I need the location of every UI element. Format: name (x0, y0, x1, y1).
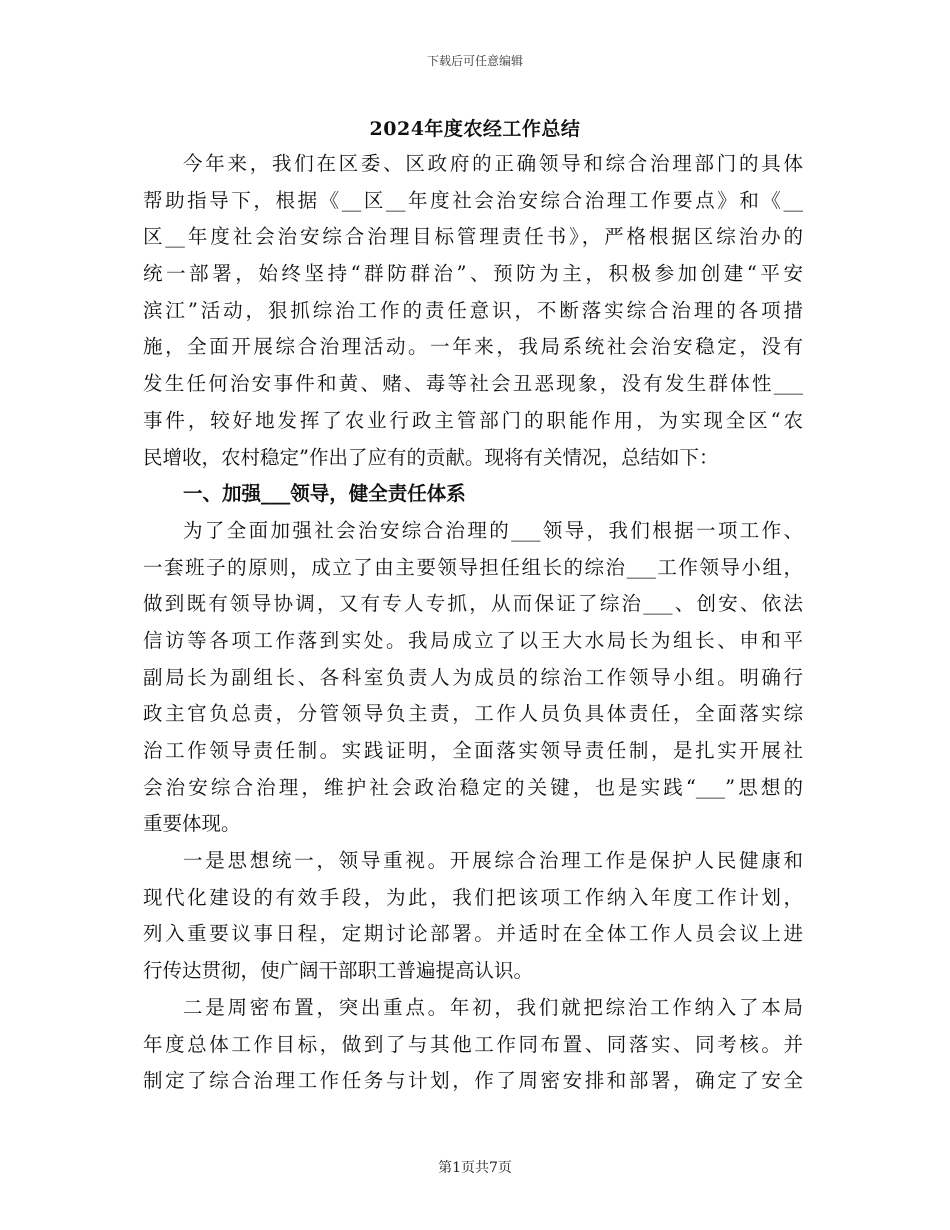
text-line: 统一部署，始终坚持“群防群治”、预防为主，积极参加创建“平安 (143, 262, 803, 286)
text-line: 施，全面开展综合治理活动。一年来，我局系统社会治安稳定，没有 (143, 335, 803, 359)
text-line: 发生任何治安事件和黄、赌、毒等社会丑恶现象，没有发生群体性___ (143, 372, 803, 396)
text-line: 信访等各项工作落到实处。我局成立了以王大水局长为组长、申和平 (143, 628, 803, 652)
text-line: 今年来，我们在区委、区政府的正确领导和综合治理部门的具体 (183, 152, 803, 175)
text-line: 民增收，农村稳定”作出了应有的贡献。现将有关情况，总结如下： (143, 445, 719, 469)
page-footer-number: 第1页共7页 (438, 1160, 512, 1176)
text-line: 重要体现。 (143, 812, 241, 836)
text-line: 年度总体工作目标，做到了与其他工作同布置、同落实、同考核。并 (143, 1032, 803, 1056)
text-line: 一是思想统一，领导重视。开展综合治理工作是保护人民健康和 (183, 849, 803, 873)
text-line: 制定了综合治理工作任务与计划，作了周密安排和部署，确定了安全 (143, 1069, 803, 1093)
text-line: 一套班子的原则，成立了由主要领导担任组长的综治___工作领导小组， (143, 555, 803, 579)
document-body (143, 146, 803, 1100)
text-line: 事件，较好地发挥了农业行政主管部门的职能作用，为实现全区“农 (143, 408, 803, 432)
text-line: 区__年度社会治安综合治理目标管理责任书》，严格根据区综治办的 (143, 225, 803, 249)
page-title: 2024年度农经工作总结 (369, 118, 581, 140)
text-line: 滨江”活动，狠抓综治工作的责任意识，不断落实综合治理的各项措 (143, 298, 803, 322)
text-line: 行传达贯彻，使广阔干部职工普遍提高认识。 (143, 959, 534, 983)
text-line: 现代化建设的有效手段，为此，我们把该项工作纳入年度工作计划， (143, 885, 803, 909)
text-line: 会治安综合治理，维护社会政治稳定的关键，也是实践“___”思想的 (143, 775, 803, 799)
section-heading: 一、加强___领导，健全责任体系 (183, 482, 466, 506)
text-line: 二是周密布置，突出重点。年初，我们就把综治工作纳入了本局 (183, 995, 803, 1019)
text-line: 治工作领导责任制。实践证明，全面落实领导责任制，是扎实开展社 (143, 739, 803, 762)
text-line: 为了全面加强社会治安综合治理的___领导，我们根据一项工作、 (183, 518, 803, 542)
page-header-note: 下载后可任意编辑 (426, 54, 523, 68)
text-line: 列入重要议事日程，定期讨论部署。并适时在全体工作人员会议上进 (143, 922, 803, 946)
text-line: 副局长为副组长、各科室负责人为成员的综治工作领导小组。明确行 (143, 665, 803, 689)
text-line: 政主官负总责，分管领导负主责，工作人员负具体责任，全面落实综 (143, 702, 803, 726)
text-line: 做到既有领导协调，又有专人专抓，从而保证了综治___、创安、依法 (143, 592, 803, 616)
text-line: 帮助指导下，根据《__区__年度社会治安综合治理工作要点》和《__ (143, 188, 803, 212)
